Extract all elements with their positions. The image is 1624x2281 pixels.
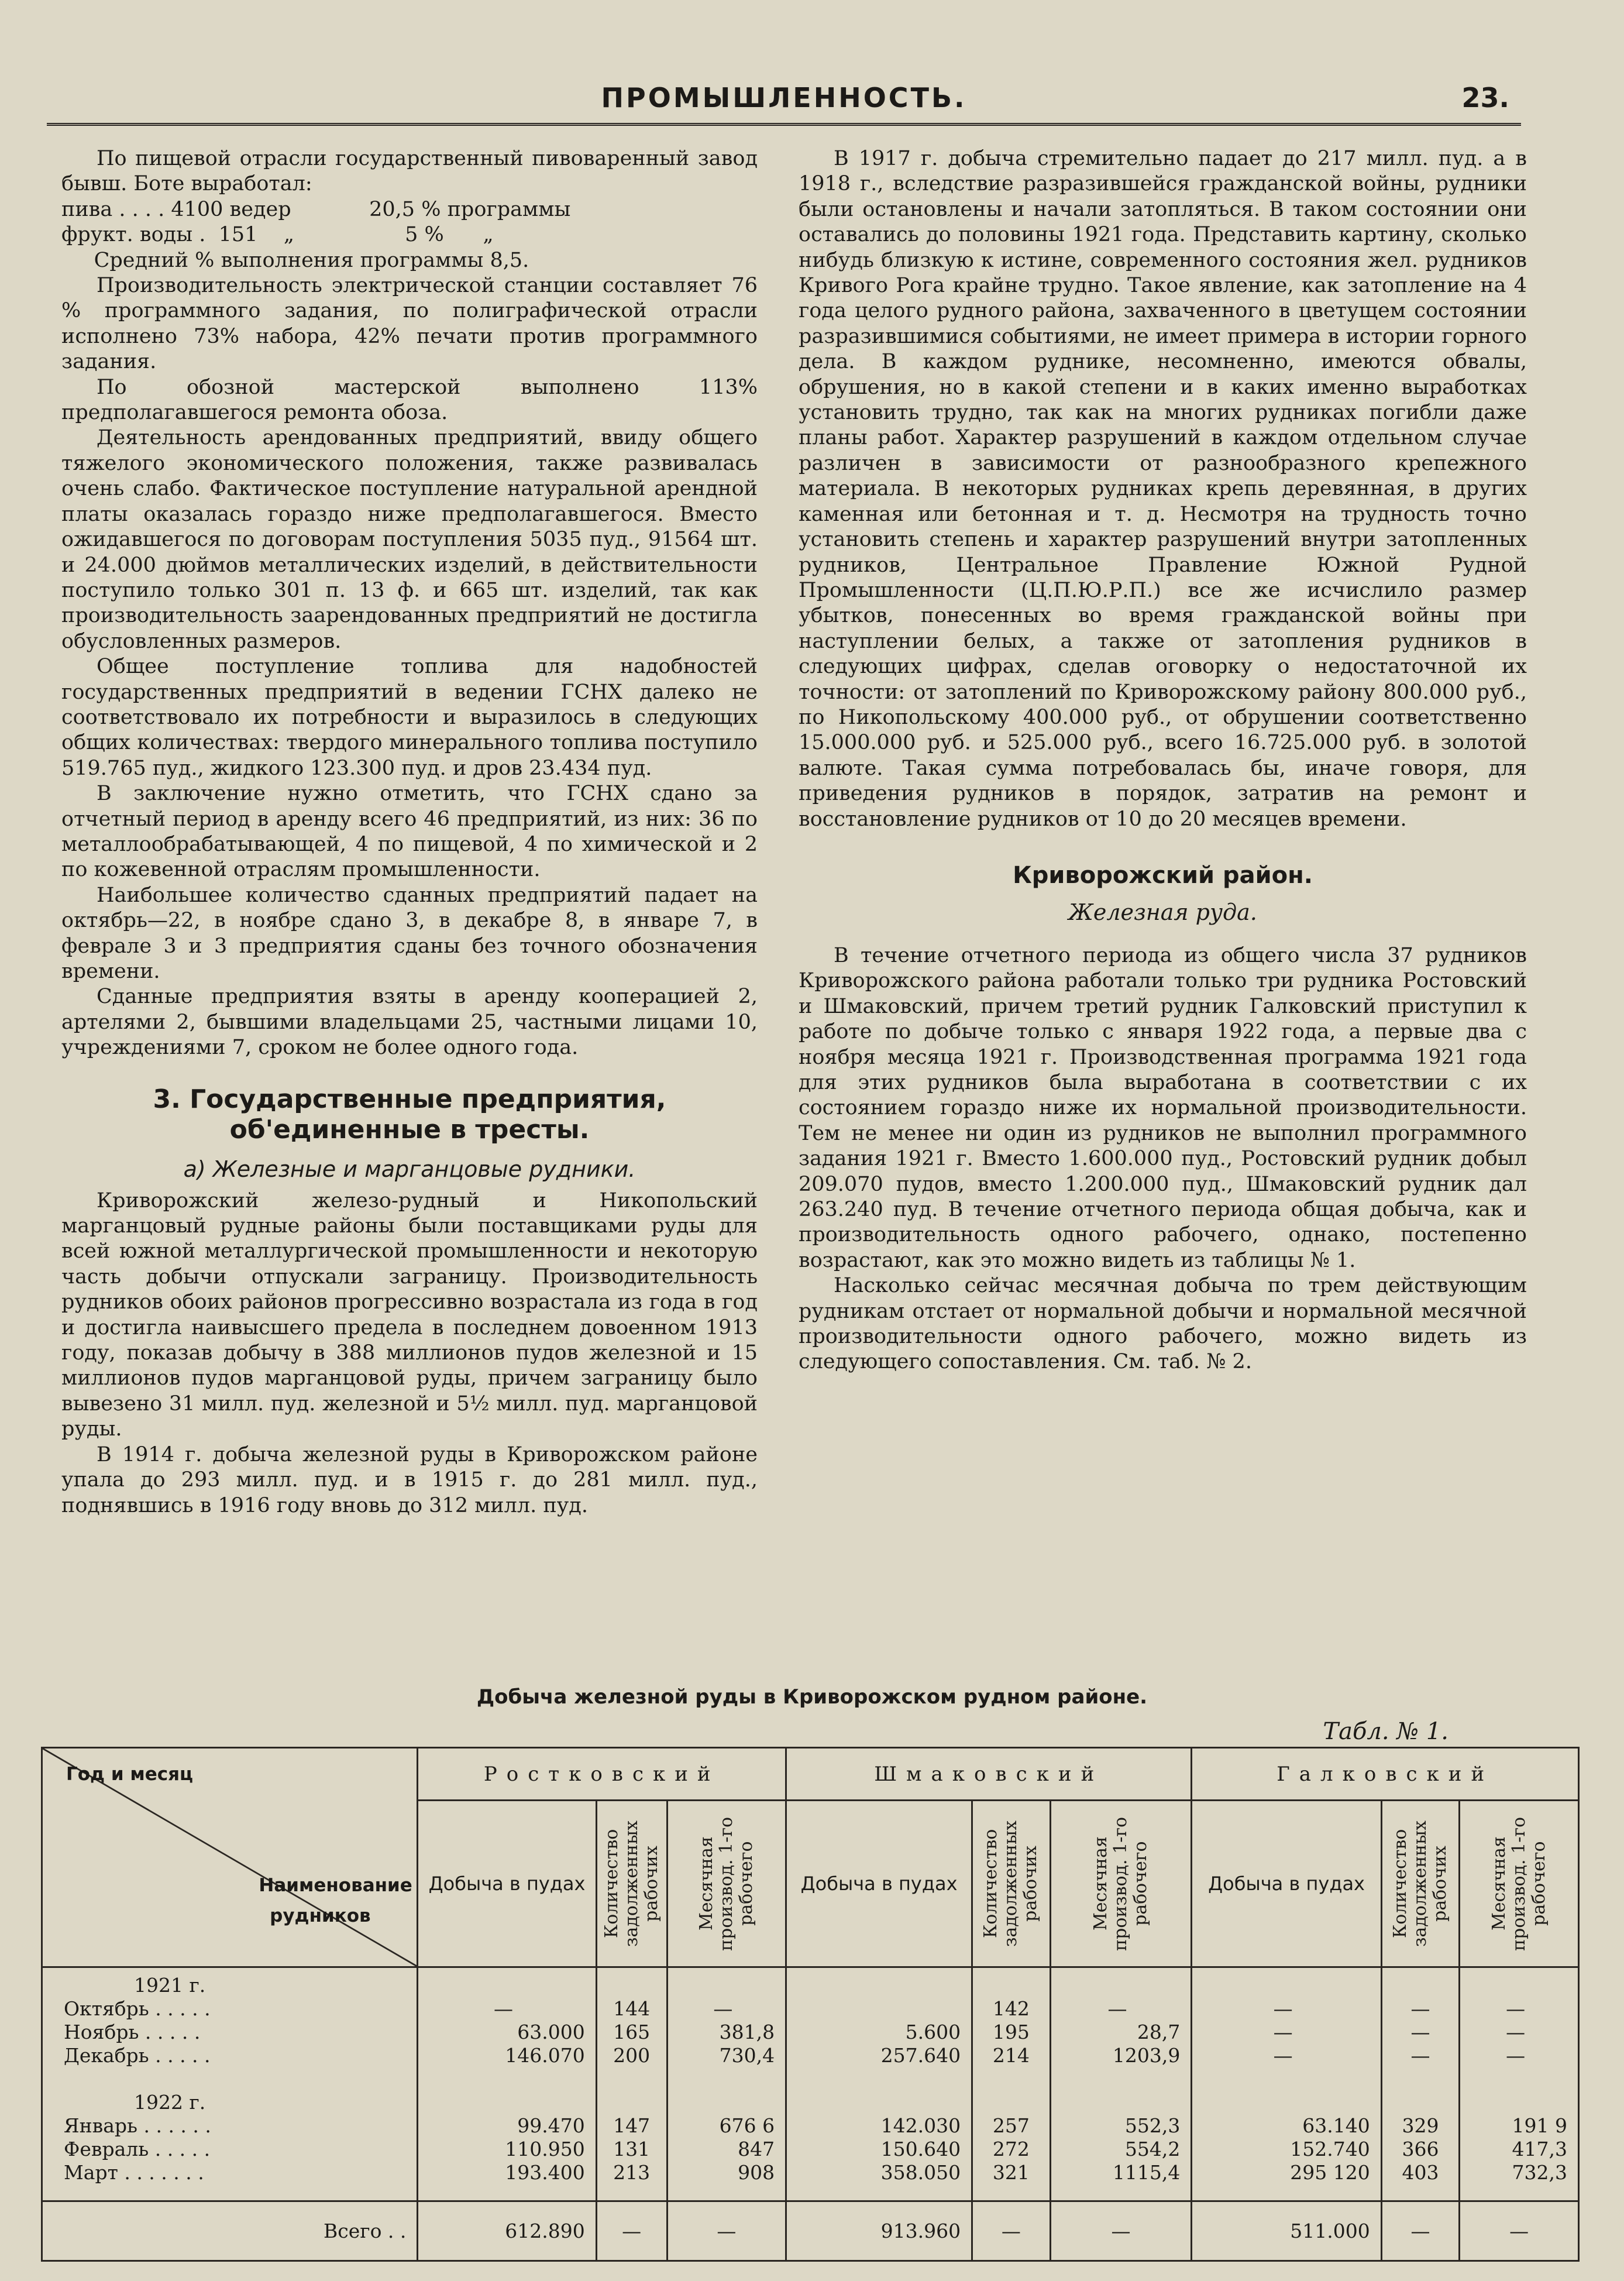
cell-value: 200 — [613, 2044, 651, 2067]
cell-value: 417,3 — [1512, 2138, 1567, 2160]
corner-header-mine: Наименование рудников — [259, 1875, 412, 1926]
group-header-shmakovsky: Шмаковский — [786, 1748, 1192, 1801]
table-corner-header — [42, 1748, 418, 1967]
rostovsky-productivity — [667, 1967, 786, 2201]
food-output-list — [61, 197, 758, 273]
cell-value: 1203,9 — [1112, 2044, 1181, 2067]
cell-value: — — [1273, 2044, 1293, 2067]
shmakovsky-productivity — [1050, 1967, 1192, 2201]
cell-value: 214 — [992, 2044, 1030, 2067]
month-label: Ноябрь . . . . . — [64, 2021, 201, 2043]
cell-value: 295 120 — [1290, 2161, 1370, 2184]
cell-value: 63.140 — [1302, 2114, 1370, 2137]
col-header-output: Добыча в пудах — [418, 1801, 596, 1967]
rostovsky-output — [418, 1967, 596, 2201]
cell-value: 366 — [1402, 2138, 1439, 2160]
cell-value: 321 — [992, 2161, 1030, 2184]
region-heading: Криворожский район. — [1013, 861, 1313, 889]
food-row: пива . . . . 4100 ведер 20,5 % программы — [61, 197, 571, 221]
subsection-heading: а) Железные и марганцовые рудники. — [183, 1156, 636, 1182]
cell-value: 908 — [738, 2161, 775, 2184]
cell-value: 193.400 — [505, 2161, 585, 2184]
cell-value: 110.950 — [505, 2138, 585, 2160]
cell-value: 63.000 — [517, 2021, 585, 2043]
paragraph: В течение отчетного периода из общего числа 37 рудников Криворожского района работали только три рудника Ростовский и Шмаковский, причем третий рудник Галковский приступил к работе по добыче только с января 1922 года, а первые два с ноября месяца 1921 г. Производственная программа 1921 года для этих рудников была выработана в соответствии с их состоянием гораздо ниже их нормальной производительности. Тем не менее ни один из рудников не выполнил программного задания 1921 г. Вместо 1.600.000 пуд., Ростовский рудник добыл 209.070 пудов, вместо 1.200.000 пуд., Шмаковский рудник дал 263.240 пуд. В течение отчетного периода общая добыча, как и производительность одного рабочего, однако, постепенно возрастают, как это можно видеть из таблицы № 1. — [799, 943, 1527, 1272]
table-number: Табл. № 1. — [1323, 1718, 1448, 1745]
col-header-output: Добыча в пудах — [1192, 1801, 1381, 1967]
cell-value: 147 — [613, 2114, 651, 2137]
total-value: — — [1050, 2201, 1192, 2261]
paragraph: В заключение нужно отметить, что ГСНХ сдано за отчетный период в аренду всего 46 предприятий, из них: 36 по металлообрабатывающей, 4 по пищевой, 4 по химической и 2 по кожевенной отраслям промышленности. — [61, 782, 758, 882]
total-value: — — [596, 2201, 667, 2261]
cell-value: 730,4 — [719, 2044, 775, 2067]
shmakovsky-output — [786, 1967, 972, 2201]
paragraph: По обозной мастерской выполнено 113% предполагавшегося ремонта обоза. — [61, 375, 758, 425]
ore-output-table — [41, 1747, 1580, 2262]
cell-value: 144 — [613, 1997, 651, 2020]
cell-value: — — [1273, 2021, 1293, 2043]
cell-value: 142 — [992, 1997, 1030, 2020]
total-value: — — [1460, 2201, 1579, 2261]
col-header-output: Добыча в пудах — [786, 1801, 972, 1967]
total-value: 612.890 — [418, 2201, 596, 2261]
food-row: фрукт. воды . 151 „ 5 % „ — [61, 223, 494, 247]
month-label: Октябрь . . . . . — [64, 1997, 211, 2020]
ore-heading: Железная руда. — [1068, 899, 1257, 925]
paragraph: В 1914 г. добыча железной руды в Криворожском районе упала до 293 милл. пуд. и в 1915 г. до 281 милл. пуд., поднявшись в 1916 году вновь до 312 милл. пуд. — [61, 1442, 758, 1517]
running-title: ПРОМЫШЛЕННОСТЬ. — [601, 82, 967, 114]
month-label: Январь . . . . . . — [64, 2114, 211, 2137]
shmakovsky-workers — [972, 1967, 1051, 2201]
cell-value: 152.740 — [1290, 2138, 1370, 2160]
galkovsky-productivity — [1460, 1967, 1579, 2201]
total-value: — — [667, 2201, 786, 2261]
cell-value: 28,7 — [1137, 2021, 1181, 2043]
cell-value: 146.070 — [505, 2044, 585, 2067]
cell-value: 676 6 — [719, 2114, 775, 2137]
galkovsky-output — [1192, 1967, 1381, 2201]
col-header-productivity: Месячная производ. 1-го рабочего — [1050, 1801, 1192, 1967]
corner-header-year: Год и месяц — [66, 1764, 194, 1785]
cell-value: 552,3 — [1124, 2114, 1181, 2137]
paragraph: По пищевой отрасли государственный пивоваренный завод бывш. Боте выработал: — [61, 147, 758, 196]
left-column — [61, 146, 758, 1519]
cell-value: — — [1410, 2044, 1430, 2067]
cell-value: 99.470 — [517, 2114, 585, 2137]
total-label: Всего . . — [42, 2201, 418, 2261]
cell-value: — — [494, 1997, 514, 2020]
paragraph: В 1917 г. добыча стремительно падает до 217 милл. пуд. а в 1918 г., вследствие разразившейся гражданской войны, рудники были остановлены и начали затопляться. В таком состоянии они оставались до половины 1921 года. Представить картину, сколько нибудь близкую к истине, современного состояния жел. рудников Кривого Рога крайне трудно. Такое явление, как затопление на 4 года целого рудного района, захваченного в цветущем состоянии разразившимися событиями, не имеет примера в истории горного дела. В каждом руднике, несомненно, имеются обвалы, обрушения, но в какой степени и в каких именно выработках установить трудно, так как на многих рудниках погибли даже планы работ. Характер разрушений в каждом отдельном случае различен в зависимости от разнообразного крепежного материала. В некоторых рудниках крепь деревянная, в других каменная или бетонная и т. д. Несмотря на трудность точно установить степень и характер разрушений внутри затопленных рудников, Центральное Правление Южной Рудной Промышленности (Ц.П.Ю.Р.П.) все же исчислило размер убытков, понесенных во время гражданской войны при наступлении белых, а также от затопления рудников в следующих цифрах, сделав оговорку о недостаточной их точности: от затоплений по Криворожскому району 800.000 руб., по Никопольскому 400.000 руб., от обрушении соответственно 15.000.000 руб. и 525.000 руб., всего 16.725.000 руб. в золотой валюте. Такая сумма потребовалась бы, иначе говоря, для приведения рудников в порядок, затратив на ремонт и восстановление рудников от 10 до 20 месяцев времени. — [799, 147, 1527, 831]
cell-value: 165 — [613, 2021, 651, 2043]
cell-value: 554,2 — [1124, 2138, 1181, 2160]
cell-value — [790, 1997, 961, 2021]
col-header-workers: Количество задолженных рабочих — [596, 1801, 667, 1967]
cell-value: 213 — [613, 2161, 651, 2184]
month-label: Декабрь . . . . . — [64, 2044, 211, 2067]
row-labels — [42, 1967, 418, 2201]
cell-value: 257.640 — [880, 2044, 961, 2067]
col-header-productivity: Месячная производ. 1-го рабочего — [667, 1801, 786, 1967]
total-value: — — [1381, 2201, 1460, 2261]
month-label: Февраль . . . . . — [64, 2138, 211, 2160]
paragraph: Деятельность арендованных предприятий, ввиду общего тяжелого экономического положения, также развивалась очень слабо. Фактическое поступление натуральной арендной платы оказалась гораздо ниже предполагавшегося. Вместо ожидавшегося по договорам поступления 5035 пуд., 91564 шт. и 24.000 дюймов металлических изделий, в действительности поступило только 301 п. 13 ф. и 665 шт. изделий, так как производительность заарендованных предприятий не достигла обусловленных размеров. — [61, 426, 758, 653]
cell-value: — — [1410, 1997, 1430, 2020]
cell-value: 191 9 — [1512, 2114, 1567, 2137]
cell-value: 358.050 — [880, 2161, 961, 2184]
paragraph: Криворожский железо-рудный и Никопольский марганцовый рудные районы были поставщиками руды для всей южной металлургической промышленности и некоторую часть добычи отпускали заграницу. Производительность рудников обоих районов прогрессивно возрастала из года в год и достигла наивысшего предела в последнем довоенном 1913 году, показав добычу в 388 миллионов пудов железной и 15 миллионов пудов марганцовой руды, причем заграницу было вывезено 31 милл. пуд. железной и 5½ милл. пуд. марганцовой руды. — [61, 1188, 758, 1441]
col-header-workers: Количество задолженных рабочих — [972, 1801, 1051, 1967]
cell-value: 195 — [992, 2021, 1030, 2043]
group-header-rostovsky: Ростковский — [418, 1748, 786, 1801]
galkovsky-workers — [1381, 1967, 1460, 2201]
cell-value: 403 — [1402, 2161, 1439, 2184]
cell-value: 150.640 — [880, 2138, 961, 2160]
cell-value: 847 — [738, 2138, 775, 2160]
total-value: 913.960 — [786, 2201, 972, 2261]
cell-value: — — [1506, 2021, 1526, 2043]
right-column — [799, 146, 1527, 1375]
paragraph: Производительность электрической станции составляет 76 % программного задания, по полиграфической отрасли исполнено 73% набора, 42% печати против программного задания. — [61, 274, 758, 374]
cell-value: — — [1273, 1997, 1293, 2020]
cell-value: 732,3 — [1512, 2161, 1567, 2184]
group-header-galkovsky: Галковский — [1192, 1748, 1579, 1801]
food-row: Средний % выполнения программы 8,5. — [61, 248, 529, 272]
cell-value: — — [1410, 2021, 1430, 2043]
total-value: — — [972, 2201, 1051, 2261]
cell-value: 5.600 — [905, 2021, 961, 2043]
col-header-productivity: Месячная производ. 1-го рабочего — [1460, 1801, 1579, 1967]
page-number: 23. — [1461, 82, 1509, 114]
cell-value: — — [713, 1997, 733, 2020]
col-header-workers: Количество задолженных рабочих — [1381, 1801, 1460, 1967]
cell-value: 131 — [613, 2138, 651, 2160]
year-label: 1922 г. — [134, 2091, 206, 2114]
paragraph: Общее поступление топлива для надобностей государственных предприятий в ведении ГСНХ далеко не соответствовало их потребности и выразилось в следующих общих количествах: твердого минерального топлива поступило 519.765 пуд., жидкого 123.300 пуд. и дров 23.434 пуд. — [61, 655, 758, 780]
cell-value: 381,8 — [719, 2021, 775, 2043]
cell-value: — — [1506, 1997, 1526, 2020]
table-row — [42, 1967, 1579, 2201]
year-label: 1921 г. — [134, 1974, 206, 1997]
table-caption: Добыча железной руды в Криворожском рудном районе. — [476, 1685, 1148, 1709]
paragraph: Насколько сейчас месячная добыча по трем действующим рудникам отстает от нормальной добычи и нормальной месячной производительности одного рабочего, можно видеть из следующего сопоставления. См. таб. № 2. — [799, 1274, 1527, 1374]
paragraph: Наибольшее количество сданных предприятий падает на октябрь—22, в ноябре сдано 3, в декабре 8, в январе 7, в феврале 3 и 3 предприятия сданы без точного обозначения времени. — [61, 883, 758, 983]
paragraph: Сданные предприятия взяты в аренду кооперацией 2, артелями 2, бывшими владельцами 25, частными лицами 10, учреждениями 7, сроком не более одного года. — [61, 985, 758, 1060]
cell-value: — — [1506, 2044, 1526, 2067]
section-heading: 3. Государственные предприятия, об'единенные в тресты. — [153, 1084, 666, 1145]
cell-value: 272 — [992, 2138, 1030, 2160]
cell-value: 1115,4 — [1112, 2161, 1181, 2184]
cell-value: 257 — [992, 2114, 1030, 2137]
month-label: Март . . . . . . . — [64, 2161, 204, 2184]
total-value: 511.000 — [1192, 2201, 1381, 2261]
rostovsky-workers — [596, 1967, 667, 2201]
cell-value: — — [1107, 1997, 1127, 2020]
cell-value: 142.030 — [880, 2114, 961, 2137]
total-row — [42, 2201, 1579, 2261]
page-header — [47, 82, 1521, 126]
cell-value: 329 — [1402, 2114, 1439, 2137]
